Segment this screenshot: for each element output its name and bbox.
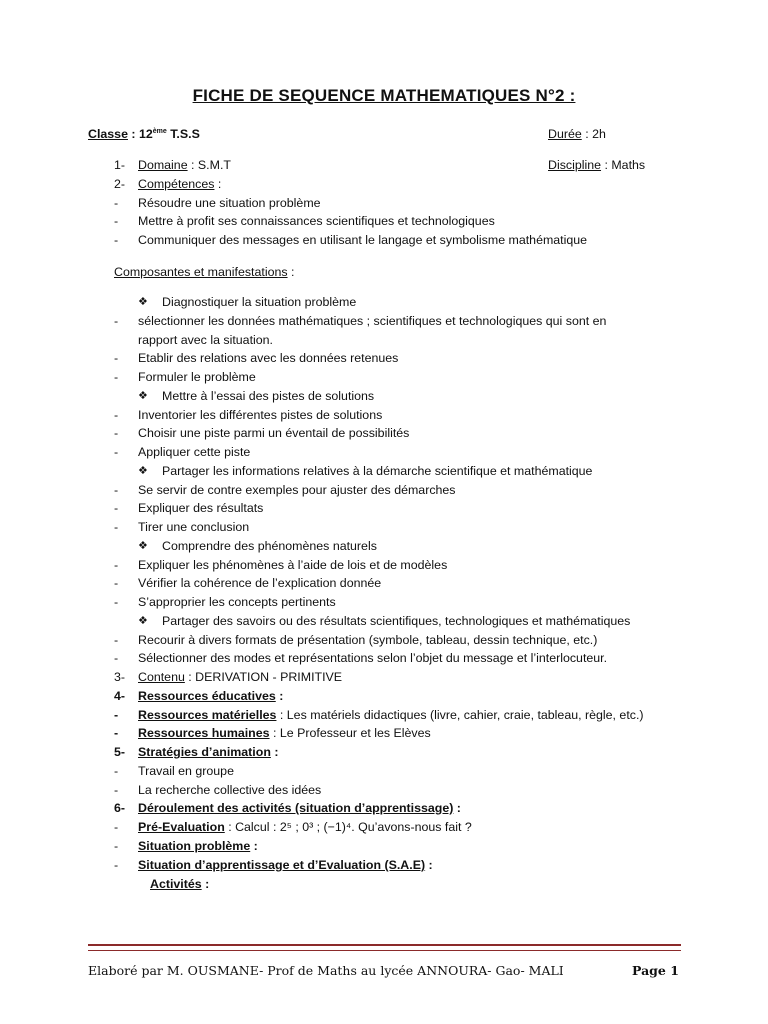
composante-item: Recourir à divers formats de présentation (symbole, tableau, dessin technique, etc.) [138,633,598,647]
composante-item: Se servir de contre exemples pour ajuster des démarches [138,483,456,497]
dash-marker: - [114,708,119,722]
pre-eval-label: Pré-Evaluation [138,820,225,834]
composante-item: Tirer une conclusion [138,520,250,534]
competences-label: Compétences [138,177,215,191]
dash-marker: - [114,314,119,328]
dash-marker: - [114,651,119,665]
competence-item: Résoudre une situation problème [138,196,321,210]
dash-marker: - [114,520,119,534]
activites-row [150,876,209,892]
materielles-row [138,707,644,723]
composante-item: sélectionner les données mathématiques ; scientifiques et technologiques qui sont en [138,314,607,328]
pre-eval-value: : Calcul : 2⁵ ; 0³ ; (−1)⁴. Qu’avons-nous fait ? [224,820,472,834]
situation-label: Situation problème [138,839,251,853]
diamond-bullet-icon: ❖ [138,615,148,627]
dash-marker: - [114,783,119,797]
competences-colon: : [214,177,222,191]
composante-item: Expliquer des résultats [138,501,264,515]
classe-value-sup: ème [152,127,167,135]
composante-item: S’approprier les concepts pertinents [138,595,336,609]
domaine-value: : S.M.T [187,158,231,172]
dash-marker: - [114,370,119,384]
activites-colon: : [201,877,210,891]
composantes-label: Composantes et manifestations [114,265,288,279]
sae-colon: : [425,858,433,872]
materielles-value: : Les matériels didactiques (livre, cahier, craie, tableau, règle, etc.) [276,708,644,722]
duree-label: Durée [548,127,582,141]
diamond-bullet-icon: ❖ [138,465,148,477]
domaine-row [138,157,231,173]
composante-item: Etablir des relations avec les données retenues [138,351,399,365]
composante-item: Expliquer les phénomènes à l’aide de lois et de modèles [138,558,448,572]
deroulement-colon: : [453,801,461,815]
dash-marker: - [114,764,119,778]
classe-label: Classe [88,127,128,141]
duree-value: : 2h [581,127,606,141]
classe-value-base: 12 [138,127,153,141]
dash-marker: - [114,501,119,515]
situation-row [138,838,258,854]
contenu-marker: 3- [114,670,126,684]
dash-marker: - [114,445,119,459]
footer-rule-thick [88,944,681,946]
composantes-heading [114,264,294,280]
diamond-bullet-icon: ❖ [138,540,148,552]
composante-item: Comprendre des phénomènes naturels [162,539,377,553]
dash-marker: - [114,558,119,572]
sae-row [138,857,433,873]
competence-item: Mettre à profit ses connaissances scientifiques et technologiques [138,214,495,228]
deroulement-label: Déroulement des activités (situation d’apprentissage) [138,801,454,815]
deroulement-heading [138,800,461,816]
composante-item: Choisir une piste parmi un éventail de possibilités [138,426,410,440]
composante-item: Partager les informations relatives à la démarche scientifique et mathématique [162,464,593,478]
ressources-label: Ressources éducatives [138,689,276,703]
strategy-item: Travail en groupe [138,764,234,778]
strategies-label: Stratégies d’animation [138,745,271,759]
strategies-marker: 5- [114,745,126,759]
diamond-bullet-icon: ❖ [138,296,148,308]
contenu-row [138,669,342,685]
composante-item: Formuler le problème [138,370,256,384]
ressources-marker: 4- [114,689,126,703]
dash-marker: - [114,633,119,647]
discipline-label: Discipline [548,158,602,172]
materielles-label: Ressources matérielles [138,708,277,722]
dash-marker: - [114,858,119,872]
contenu-value: : DERIVATION - PRIMITIVE [184,670,343,684]
dash-marker: - [114,214,119,228]
composante-item: Partager des savoirs ou des résultats scientifiques, technologiques et mathématiques [162,614,631,628]
humaines-value: : Le Professeur et les Elèves [269,726,431,740]
dash-marker: - [114,426,119,440]
dash-marker: - [114,595,119,609]
dash-marker: - [114,196,119,210]
ressources-colon: : [275,689,284,703]
contenu-label: Contenu [138,670,185,684]
strategies-heading [138,744,278,760]
competences-marker: 2- [114,177,126,191]
footer-rule-thin [88,950,681,951]
situation-colon: : [250,839,258,853]
composante-item: Appliquer cette piste [138,445,251,459]
page-title: FICHE DE SEQUENCE MATHEMATIQUES N°2 : [192,86,576,105]
duree-row [548,126,606,142]
discipline-row [548,157,645,173]
dash-marker: - [114,820,119,834]
footer-author: Elaboré par M. OUSMANE- Prof de Maths au lycée ANNOURA- Gao- MALI [88,963,564,978]
humaines-label: Ressources humaines [138,726,270,740]
dash-marker: - [114,576,119,590]
dash-marker: - [114,726,119,740]
discipline-value: : Maths [601,158,646,172]
dash-marker: - [114,233,119,247]
deroulement-marker: 6- [114,801,126,815]
composante-item: rapport avec la situation. [138,333,273,347]
sae-label: Situation d’apprentissage et d’Evaluation (S.A.E) [138,858,426,872]
classe-sep: : [127,127,139,141]
diamond-bullet-icon: ❖ [138,390,148,402]
ressources-heading [138,688,283,704]
competence-item: Communiquer des messages en utilisant le langage et symbolisme mathématique [138,233,588,247]
domaine-marker: 1- [114,158,126,172]
composantes-colon: : [287,265,295,279]
strategies-colon: : [270,745,279,759]
composante-item: Sélectionner des modes et représentations selon l’objet du message et l’interlocuteur. [138,651,608,665]
activites-label: Activités [150,877,202,891]
footer-page-number: Page 1 [632,963,679,978]
dash-marker: - [114,483,119,497]
composante-item: Mettre à l’essai des pistes de solutions [162,389,375,403]
composante-item: Vérifier la cohérence de l’explication donnée [138,576,382,590]
composante-item: Diagnostiquer la situation problème [162,295,357,309]
composante-item: Inventorier les différentes pistes de solutions [138,408,383,422]
dash-marker: - [114,351,119,365]
pre-eval-row [138,819,472,835]
competences-heading [138,176,221,192]
humaines-row [138,725,431,741]
dash-marker: - [114,408,119,422]
classe-value-rest: T.S.S [166,127,200,141]
domaine-label: Domaine [138,158,188,172]
classe-row [88,126,200,142]
dash-marker: - [114,839,119,853]
strategy-item: La recherche collective des idées [138,783,322,797]
